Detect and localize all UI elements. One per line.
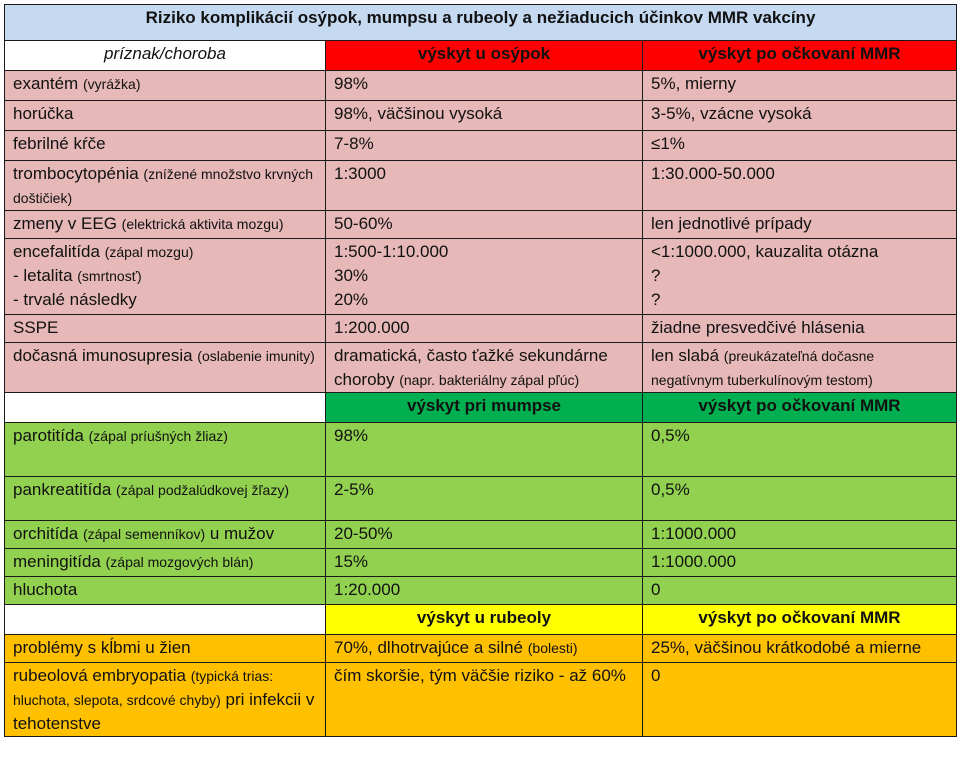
disease-cell: 15% [326, 549, 643, 577]
vaccine-cell: 1:30.000-50.000 [643, 161, 957, 211]
blank-header-cell [5, 393, 326, 423]
symptom-cell: encefalitída (zápal mozgu) - letalita (smrtnosť) - trvalé následky [5, 239, 326, 315]
disease-cell: 1:3000 [326, 161, 643, 211]
measles-column-header: výskyt u osýpok [326, 41, 643, 71]
symptom-cell: problémy s kĺbmi u žien [5, 635, 326, 663]
table-row [5, 101, 957, 131]
disease-cell: 20-50% [326, 521, 643, 549]
symptom-cell: dočasná imunosupresia (oslabenie imunity) [5, 343, 326, 393]
symptom-cell: trombocytopénia (znížené množstvo krvných doštičiek) [5, 161, 326, 211]
vaccine-cell: 1:1000.000 [643, 549, 957, 577]
table-row [5, 131, 957, 161]
risk-table [4, 4, 957, 737]
vaccine-cell: len slabá (preukázateľná dočasne negatívnym tuberkulínovým testom) [643, 343, 957, 393]
vaccine-cell: žiadne presvedčivé hlásenia [643, 315, 957, 343]
rubella-column-header: výskyt u rubeoly [326, 605, 643, 635]
vaccine-cell: 0 [643, 663, 957, 737]
rubella-vaccine-column-header: výskyt po očkovaní MMR [643, 605, 957, 635]
table-row [5, 161, 957, 211]
vaccine-cell: 0 [643, 577, 957, 605]
symptom-cell: rubeolová embryopatia (typická trias: hluchota, slepota, srdcové chyby) pri infekcii v tehotenstve [5, 663, 326, 737]
disease-cell: čím skoršie, tým väčšie riziko - až 60% [326, 663, 643, 737]
vaccine-cell: 0,5% [643, 423, 957, 477]
vaccine-cell: 5%, mierny [643, 71, 957, 101]
disease-cell: 70%, dlhotrvajúce a silné (bolesti) [326, 635, 643, 663]
table-row [5, 239, 957, 315]
vaccine-cell: ≤1% [643, 131, 957, 161]
disease-cell: 98% [326, 71, 643, 101]
mumps-header-row [5, 393, 957, 423]
table-row [5, 663, 957, 737]
symptom-cell: zmeny v EEG (elektrická aktivita mozgu) [5, 211, 326, 239]
table-row [5, 211, 957, 239]
symptom-cell: exantém (vyrážka) [5, 71, 326, 101]
vaccine-cell: 1:1000.000 [643, 521, 957, 549]
vaccine-cell: len jednotlivé prípady [643, 211, 957, 239]
title-row [5, 5, 957, 41]
disease-cell: 98%, väčšinou vysoká [326, 101, 643, 131]
disease-cell: 2-5% [326, 477, 643, 521]
disease-cell: 1:20.000 [326, 577, 643, 605]
mumps-vaccine-column-header: výskyt po očkovaní MMR [643, 393, 957, 423]
symptom-cell: orchitída (zápal semenníkov) u mužov [5, 521, 326, 549]
mumps-column-header: výskyt pri mumpse [326, 393, 643, 423]
measles-header-row [5, 41, 957, 71]
symptom-cell: hluchota [5, 577, 326, 605]
disease-cell: dramatická, často ťažké sekundárne choroby (napr. bakteriálny zápal pľúc) [326, 343, 643, 393]
disease-cell: 98% [326, 423, 643, 477]
symptom-cell: pankreatitída (zápal podžalúdkovej žľazy) [5, 477, 326, 521]
disease-cell: 1:500-1:10.000 30% 20% [326, 239, 643, 315]
table-row [5, 423, 957, 477]
symptom-cell: SSPE [5, 315, 326, 343]
disease-cell: 7-8% [326, 131, 643, 161]
table-row [5, 343, 957, 393]
table-row [5, 477, 957, 521]
symptom-cell: febrilné kŕče [5, 131, 326, 161]
table-row [5, 315, 957, 343]
disease-cell: 50-60% [326, 211, 643, 239]
table-row [5, 635, 957, 663]
vaccine-cell: 3-5%, vzácne vysoká [643, 101, 957, 131]
rubella-header-row [5, 605, 957, 635]
symptom-column-header: príznak/choroba [5, 41, 326, 71]
symptom-cell: parotitída (zápal príušných žliaz) [5, 423, 326, 477]
symptom-cell: horúčka [5, 101, 326, 131]
table-row [5, 71, 957, 101]
table-row [5, 577, 957, 605]
vaccine-cell: 0,5% [643, 477, 957, 521]
table-row [5, 521, 957, 549]
table-title: Riziko komplikácií osýpok, mumpsu a rubeoly a nežiaducich účinkov MMR vakcíny [5, 5, 957, 41]
measles-vaccine-column-header: výskyt po očkovaní MMR [643, 41, 957, 71]
table-row [5, 549, 957, 577]
symptom-cell: meningitída (zápal mozgových blán) [5, 549, 326, 577]
vaccine-cell: <1:1000.000, kauzalita otázna ? ? [643, 239, 957, 315]
disease-cell: 1:200.000 [326, 315, 643, 343]
vaccine-cell: 25%, väčšinou krátkodobé a mierne [643, 635, 957, 663]
blank-header-cell [5, 605, 326, 635]
